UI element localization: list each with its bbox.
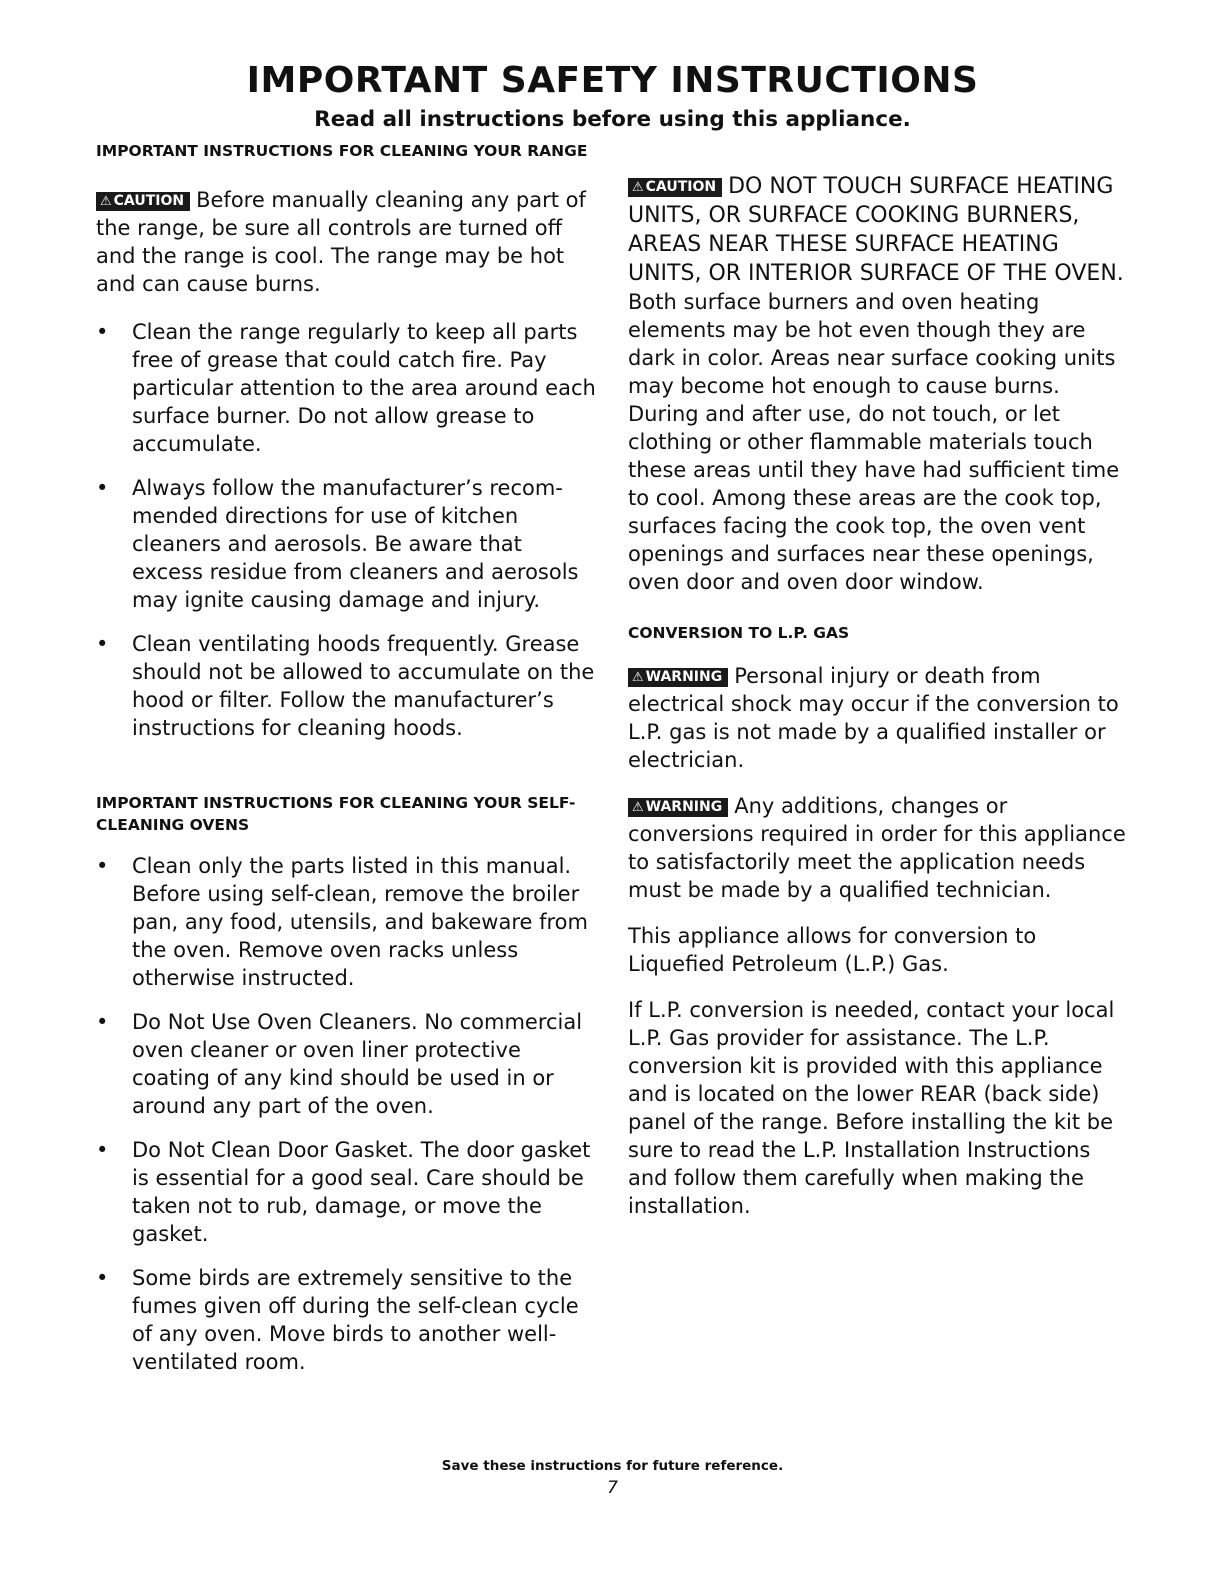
bullet-dot-icon: • bbox=[96, 854, 109, 878]
right-column bbox=[628, 140, 1128, 1220]
list-item-text: Clean ventilating hoods frequently. Grease should not be allowed to accumulate on the hood or filter. Follow the manufacturer’s instructions for cleaning hoods. bbox=[132, 632, 595, 740]
list-item-text: Clean the range regularly to keep all parts free of grease that could catch fire. Pay particular attention to the area around each surface burner. Do not allow grease to accumulate. bbox=[132, 320, 596, 456]
section-heading-lp-gas: CONVERSION TO L.P. GAS bbox=[628, 624, 850, 642]
caution-text: Before manually cleaning any part of the range, be sure all controls are turned off and the range is cool. The range may be hot and can cause burns. bbox=[96, 188, 586, 296]
warning-text: Any additions, changes or conversions required in order for this appliance to satisfactorily meet the application needs must be made by a qualified technician. bbox=[628, 794, 1126, 902]
footer-note: Save these instructions for future reference. bbox=[441, 1458, 784, 1474]
list-item-text: Some birds are extremely sensitive to the fumes given off during the self-clean cycle of any oven. Move birds to another well-ventilated room. bbox=[132, 1266, 579, 1374]
left-column bbox=[96, 140, 596, 1376]
list-item bbox=[96, 1136, 596, 1248]
caution-badge-label: CAUTION bbox=[113, 193, 185, 209]
caution-badge bbox=[628, 178, 722, 197]
conversion-paragraph: This appliance allows for conversion to Liquefied Petroleum (L.P.) Gas. bbox=[628, 924, 1037, 976]
self-cleaning-list bbox=[96, 852, 596, 1376]
warning-triangle-icon: ⚠ bbox=[632, 800, 644, 815]
caution-text: Both surface burners and oven heating elements may be hot even though they are dark in color. Areas near surface cooking units may become hot enough to cause burns. During and after use, do not touch, or let clothing or other flammable materials touch these areas until they have had sufficient time to cool. Among these areas are the cook top, surfaces facing the cook top, the oven vent openings and surfaces near these openings, oven door and oven door window. bbox=[628, 290, 1120, 594]
cleaning-range-list bbox=[96, 318, 596, 742]
warning-badge bbox=[628, 668, 728, 687]
warning-badge-label: WARNING bbox=[645, 669, 723, 685]
page-subtitle: Read all instructions before using this appliance. bbox=[314, 107, 911, 132]
section-heading-cleaning-range: IMPORTANT INSTRUCTIONS FOR CLEANING YOUR RANGE bbox=[96, 142, 588, 160]
bullet-dot-icon: • bbox=[96, 476, 109, 500]
caution-caps-text: DO NOT TOUCH SURFACE HEATING UNITS, OR SURFACE COOKING BURNERS, AREAS NEAR THESE SURFACE HEATING UNITS, OR INTERIOR SURFACE OF THE OVEN. bbox=[628, 174, 1124, 286]
list-item bbox=[96, 630, 596, 742]
surface-caution-paragraph bbox=[628, 172, 1128, 596]
page-number: 7 bbox=[607, 1478, 618, 1498]
list-item bbox=[96, 474, 596, 614]
warning-paragraph-2 bbox=[628, 792, 1128, 904]
list-item bbox=[96, 1264, 596, 1376]
warning-badge-label: WARNING bbox=[645, 799, 723, 815]
page-title: IMPORTANT SAFETY INSTRUCTIONS bbox=[246, 60, 979, 101]
list-item-text: Always follow the manufacturer’s recommended directions for use of kitchen cleaners and aerosols. Be aware that excess residue from cleaners and aerosols may ignite causing damage and injury. bbox=[132, 476, 579, 612]
caution-badge bbox=[96, 192, 190, 211]
caution-paragraph bbox=[96, 186, 596, 298]
section-heading-self-cleaning: IMPORTANT INSTRUCTIONS FOR CLEANING YOUR SELF-CLEANING OVENS bbox=[96, 794, 576, 834]
warning-text: Personal injury or death from electrical shock may occur if the conversion to L.P. gas is not made by a qualified installer or electrician. bbox=[628, 664, 1119, 772]
warning-badge bbox=[628, 798, 728, 817]
bullet-dot-icon: • bbox=[96, 320, 109, 344]
bullet-dot-icon: • bbox=[96, 632, 109, 656]
bullet-dot-icon: • bbox=[96, 1010, 109, 1034]
list-item-text: Do Not Clean Door Gasket. The door gasket is essential for a good seal. Care should be taken not to rub, damage, or move the gasket. bbox=[132, 1138, 591, 1246]
list-item bbox=[96, 852, 596, 992]
warning-paragraph-1 bbox=[628, 662, 1128, 774]
list-item bbox=[96, 1008, 596, 1120]
bullet-dot-icon: • bbox=[96, 1138, 109, 1162]
lp-kit-paragraph: If L.P. conversion is needed, contact your local L.P. Gas provider for assistance. The L.P. conversion kit is provided with this appliance and is located on the lower REAR (back side) panel of the range. Before installing the kit be sure to read the L.P. Installation Instructions and follow them carefully when making the installation. bbox=[628, 998, 1115, 1218]
list-item-text: Do Not Use Oven Cleaners. No commercial oven cleaner or oven liner protective coating of any kind should be used in or around any part of the oven. bbox=[132, 1010, 583, 1118]
list-item-text: Clean only the parts listed in this manual. Before using self-clean, remove the broiler pan, any food, utensils, and bakeware from the oven. Remove oven racks unless otherwise instructed. bbox=[132, 854, 588, 990]
caution-badge-label: CAUTION bbox=[645, 179, 717, 195]
bullet-dot-icon: • bbox=[96, 1266, 109, 1290]
warning-triangle-icon: ⚠ bbox=[632, 670, 644, 685]
warning-triangle-icon: ⚠ bbox=[100, 194, 112, 209]
list-item bbox=[96, 318, 596, 458]
warning-triangle-icon: ⚠ bbox=[632, 180, 644, 195]
